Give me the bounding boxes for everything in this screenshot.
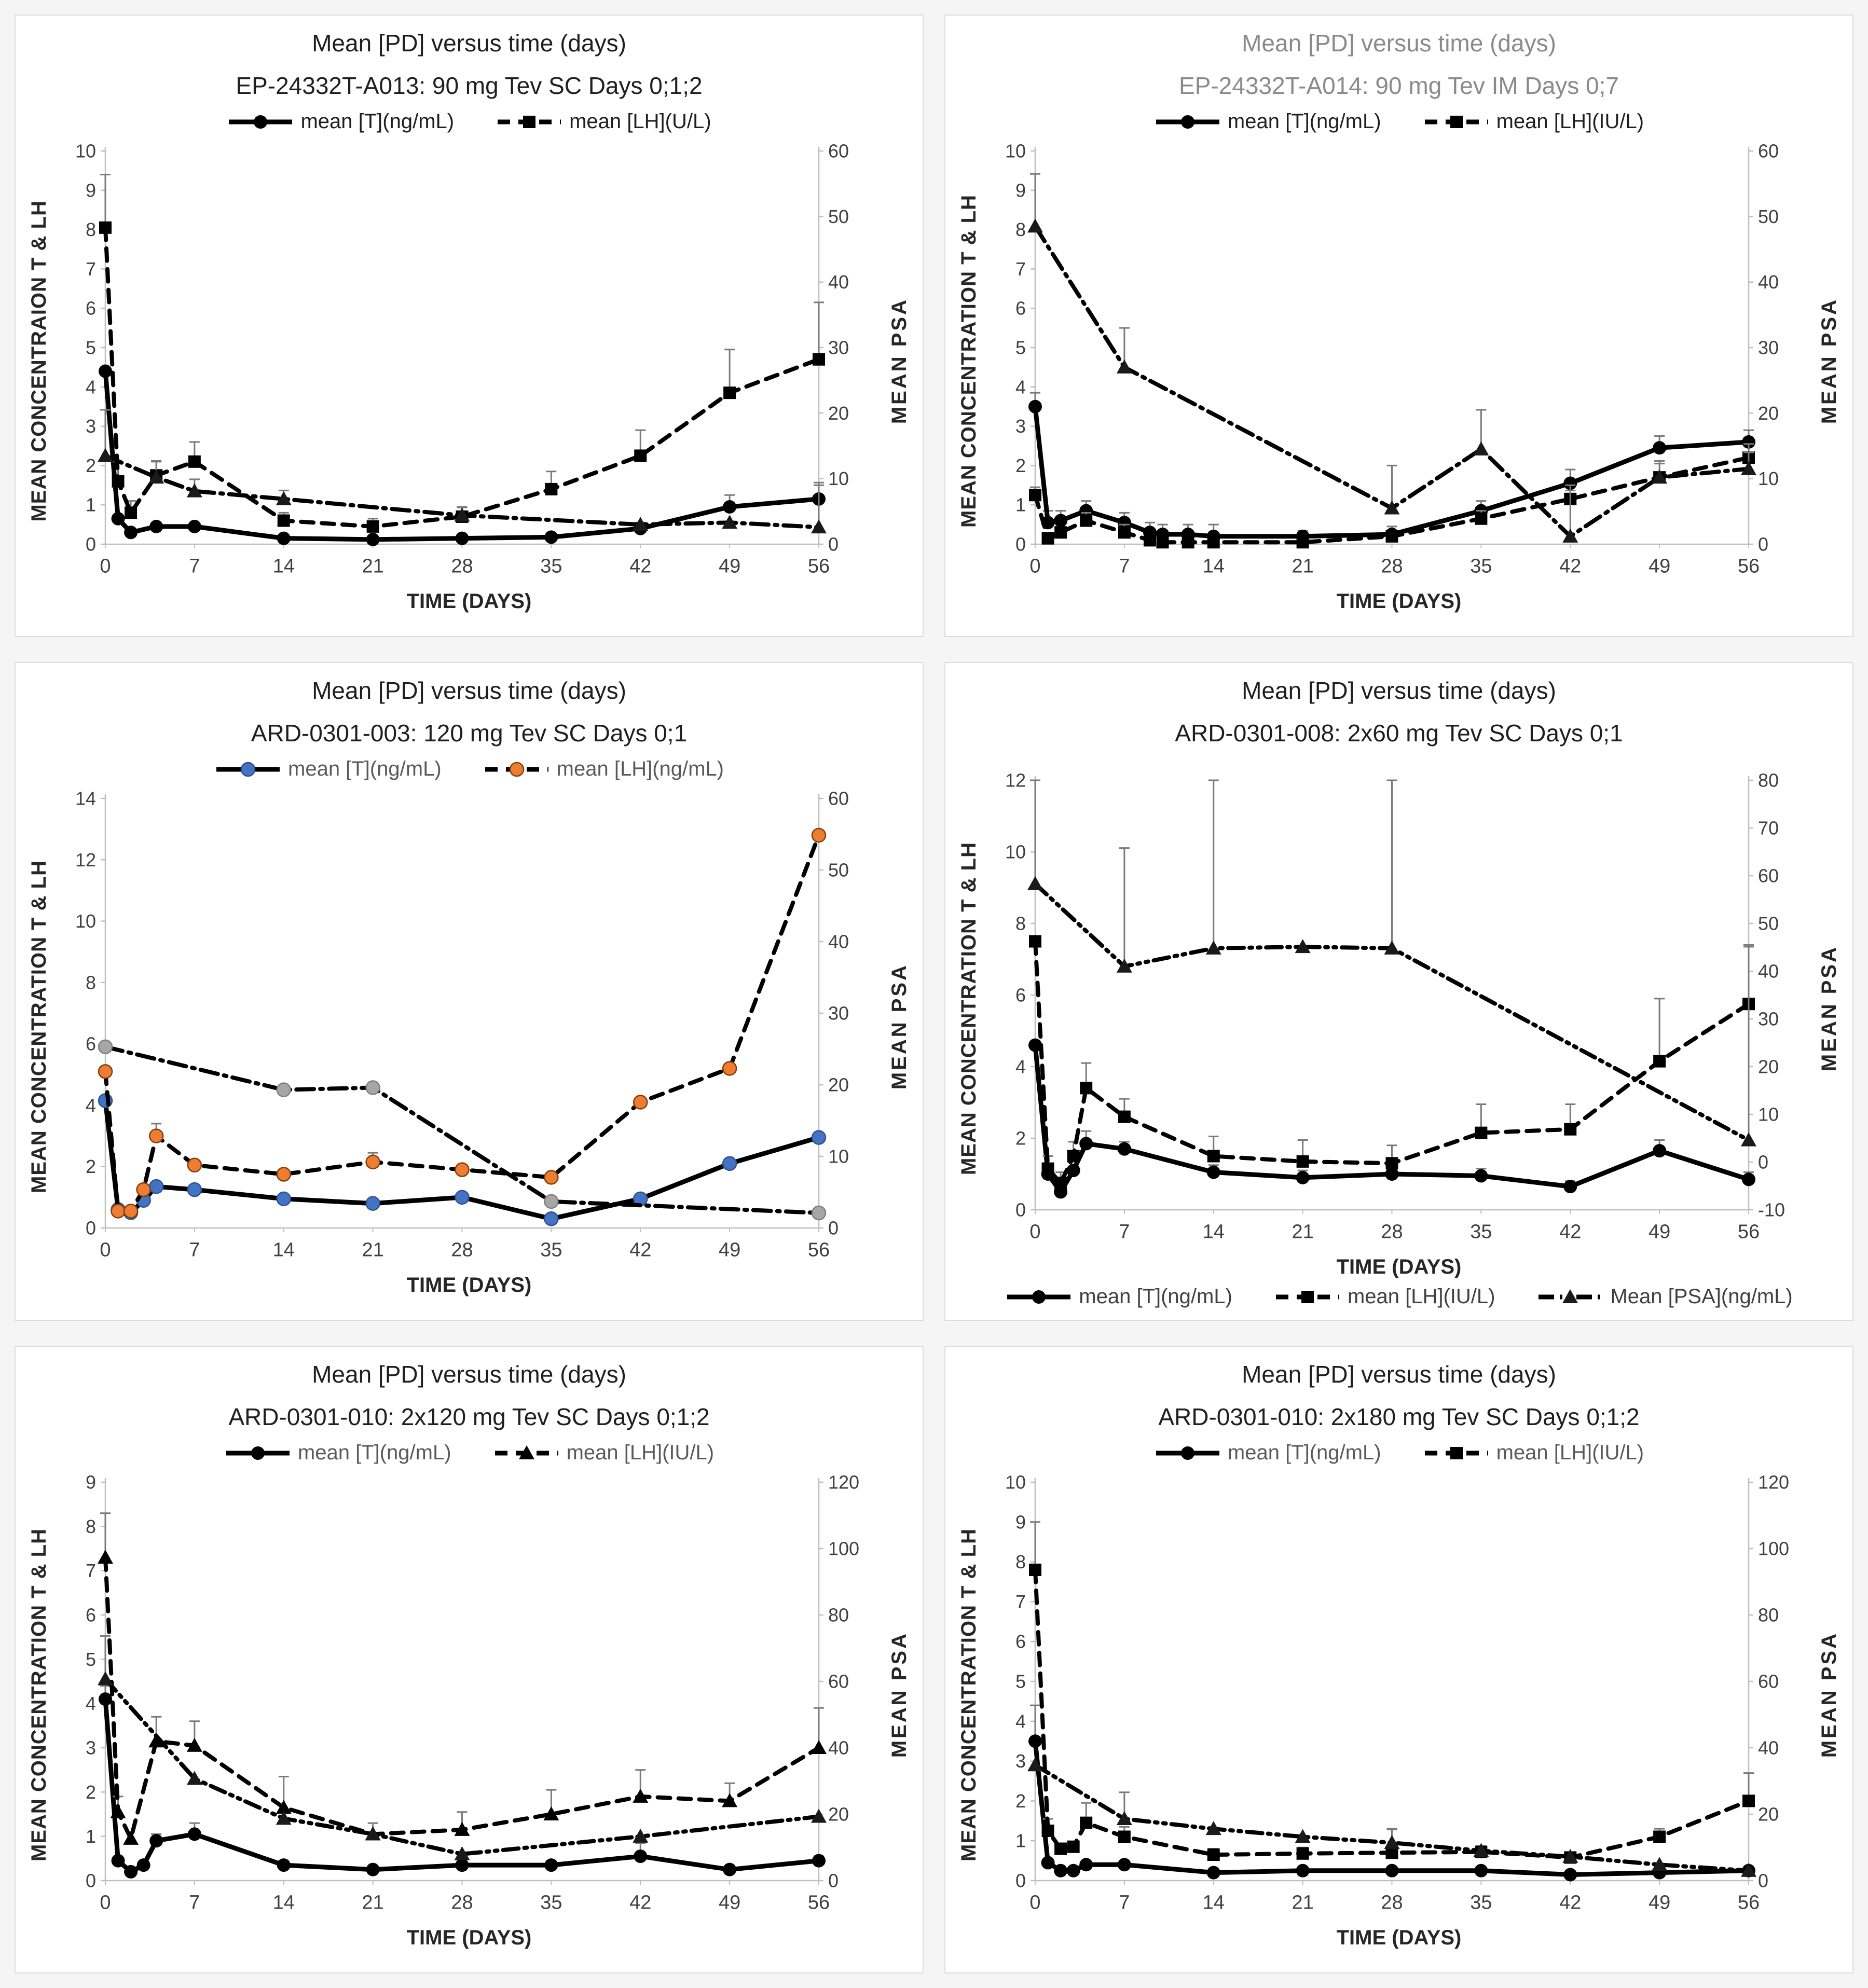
svg-text:8: 8 [85,219,96,241]
svg-text:10: 10 [828,1145,849,1167]
svg-text:10: 10 [75,140,96,162]
legend-label: mean [LH](IU/L) [1496,110,1644,133]
svg-text:40: 40 [828,931,849,952]
chart-subtitle: ARD-0301-003: 120 mg Tev SC Days 0;1 [251,720,688,747]
svg-text:0: 0 [85,1870,96,1892]
chart-title: Mean [PD] versus time (days) [1242,30,1556,57]
chart-canvas [986,763,1812,1254]
legend-item [1423,110,1644,133]
svg-text:3: 3 [1015,416,1026,437]
chart-title: Mean [PD] versus time (days) [1242,1361,1556,1388]
svg-text:0: 0 [1758,1151,1769,1173]
chart-title: Mean [PD] versus time (days) [312,30,626,57]
svg-text:80: 80 [1758,1604,1779,1626]
svg-text:35: 35 [1470,555,1492,577]
svg-text:120: 120 [1758,1471,1790,1493]
chart-body [952,763,1846,1254]
legend-label: mean [T](ng/mL) [300,110,455,133]
svg-text:4: 4 [1015,1056,1026,1078]
svg-text:10: 10 [828,468,849,490]
svg-text:8: 8 [85,972,96,993]
svg-text:20: 20 [1758,1056,1779,1078]
svg-text:21: 21 [362,1239,384,1261]
legend-label: mean [LH](U/L) [569,110,711,133]
svg-text:100: 100 [1758,1538,1790,1559]
legend-item [224,1441,451,1465]
svg-text:7: 7 [1119,1221,1130,1243]
chart-panel-1 [15,15,924,637]
svg-text:56: 56 [807,1892,830,1914]
svg-text:0: 0 [1029,1892,1041,1914]
svg-text:21: 21 [1292,555,1314,577]
svg-text:20: 20 [1758,1803,1779,1825]
svg-text:100: 100 [828,1538,860,1559]
x-axis-title: TIME (DAYS) [406,1926,532,1949]
svg-text:80: 80 [1758,769,1779,791]
svg-text:12: 12 [1005,769,1026,791]
chart-body [952,1465,1846,1925]
svg-text:0: 0 [1029,555,1041,577]
chart-title: Mean [PD] versus time (days) [1242,677,1556,704]
chart-subtitle: EP-24332T-A013: 90 mg Tev SC Days 0;1;2 [236,72,703,99]
svg-text:20: 20 [828,402,849,424]
svg-text:6: 6 [85,1033,96,1055]
svg-text:21: 21 [1292,1221,1314,1243]
svg-text:6: 6 [85,1604,96,1626]
chart-canvas [986,133,1812,589]
svg-text:6: 6 [1015,1631,1026,1652]
svg-text:14: 14 [272,1239,295,1261]
svg-text:5: 5 [85,337,96,358]
svg-text:10: 10 [1758,1103,1779,1125]
svg-text:8: 8 [85,1515,96,1537]
svg-text:80: 80 [828,1604,849,1626]
svg-text:4: 4 [85,1693,96,1715]
svg-text:8: 8 [1015,1551,1026,1573]
svg-text:7: 7 [1119,555,1130,577]
legend-label: mean [LH](IU/L) [566,1441,715,1464]
chart-canvas [986,1465,1812,1925]
left-axis-title: MEAN CONCENTRATION T & LH [27,860,50,1193]
chart-subtitle: ARD-0301-008: 2x60 mg Tev SC Days 0;1 [1175,720,1623,747]
chart-panel-3 [15,662,924,1321]
chart-panel-6 [944,1346,1853,1973]
svg-text:49: 49 [718,1892,741,1914]
svg-text:40: 40 [1758,271,1779,293]
svg-text:42: 42 [629,1892,652,1914]
chart-header [952,24,1846,100]
svg-text:7: 7 [85,1560,96,1582]
svg-text:21: 21 [362,555,384,577]
svg-text:7: 7 [1015,1591,1026,1612]
chart-svg [986,1465,1812,1925]
chart-legend-bottom [22,619,916,625]
svg-text:-10: -10 [1758,1199,1785,1221]
svg-text:14: 14 [272,1892,295,1914]
legend-item [1274,1285,1495,1308]
svg-text:49: 49 [718,1239,741,1261]
svg-text:21: 21 [1292,1892,1314,1914]
svg-text:35: 35 [540,1892,562,1914]
chart-legend [952,110,1846,133]
chart-legend [22,110,916,133]
svg-text:0: 0 [1029,1221,1041,1243]
svg-text:2: 2 [1015,454,1026,476]
svg-text:3: 3 [85,1737,96,1759]
chart-panel-2 [944,15,1853,637]
chart-header [22,671,916,747]
legend-label: mean [LH](IU/L) [1347,1285,1495,1308]
svg-text:1: 1 [85,494,96,516]
legend-label: mean [T](ng/mL) [288,757,442,780]
svg-text:0: 0 [828,533,839,555]
chart-svg [56,133,882,589]
right-axis-title: MEAN PSA [887,298,911,424]
legend-label: Mean [PSA](ng/mL) [1610,1285,1793,1308]
chart-header [22,1355,916,1431]
legend-label: mean [T](ng/mL) [1227,110,1381,133]
svg-text:7: 7 [85,258,96,280]
legend-item [1154,110,1381,133]
svg-text:30: 30 [1758,337,1779,358]
svg-text:0: 0 [85,1217,96,1239]
svg-text:42: 42 [1559,555,1582,577]
svg-text:0: 0 [1758,1870,1769,1892]
svg-text:49: 49 [1648,1892,1671,1914]
svg-text:56: 56 [1737,1221,1760,1243]
svg-text:60: 60 [828,1671,849,1692]
legend-item [1536,1285,1792,1308]
svg-text:7: 7 [189,555,200,577]
svg-text:4: 4 [1015,1710,1026,1732]
svg-text:28: 28 [451,555,473,577]
svg-text:0: 0 [1015,533,1026,555]
svg-text:50: 50 [828,205,849,227]
chart-subtitle: ARD-0301-010: 2x120 mg Tev SC Days 0;1;2 [228,1403,710,1430]
svg-text:60: 60 [1758,1671,1779,1692]
chart-legend-bottom [22,1303,916,1308]
svg-text:2: 2 [1015,1790,1026,1812]
chart-header [22,24,916,100]
legend-item [214,757,442,781]
svg-text:0: 0 [1758,533,1769,555]
chart-svg [986,133,1812,589]
legend-item [1154,1441,1381,1465]
chart-svg [56,781,882,1273]
x-axis-title: TIME (DAYS) [406,590,532,613]
svg-text:49: 49 [718,555,741,577]
svg-text:0: 0 [100,1892,111,1914]
chart-legend [952,757,1846,763]
svg-text:0: 0 [100,555,111,577]
svg-text:28: 28 [1381,1221,1403,1243]
legend-item [496,110,711,133]
svg-text:35: 35 [1470,1892,1492,1914]
svg-text:60: 60 [828,788,849,809]
svg-text:56: 56 [807,1239,830,1261]
svg-text:8: 8 [1015,219,1026,241]
left-axis-title: MEAN CONCENTRAION T & LH [27,200,50,522]
svg-text:0: 0 [828,1870,839,1892]
svg-text:42: 42 [1559,1892,1582,1914]
chart-title: Mean [PD] versus time (days) [312,1361,626,1388]
svg-text:28: 28 [451,1239,473,1261]
svg-text:20: 20 [1758,402,1779,424]
chart-subtitle: ARD-0301-010: 2x180 mg Tev SC Days 0;1;2 [1158,1403,1640,1430]
svg-text:0: 0 [828,1217,839,1239]
legend-item [1423,1441,1644,1465]
svg-text:5: 5 [85,1648,96,1670]
svg-text:2: 2 [85,1156,96,1178]
chart-legend [22,757,916,781]
svg-text:30: 30 [1758,1008,1779,1030]
svg-text:14: 14 [272,555,295,577]
chart-legend-bottom [952,619,1846,625]
svg-text:10: 10 [1005,1471,1026,1493]
svg-text:40: 40 [1758,960,1779,982]
svg-text:10: 10 [75,910,96,932]
svg-text:56: 56 [807,555,830,577]
svg-text:9: 9 [1015,1511,1026,1533]
legend-item [483,757,724,781]
right-axis-title: MEAN PSA [1817,945,1840,1072]
svg-text:50: 50 [1758,913,1779,934]
legend-item [1005,1285,1232,1308]
svg-text:50: 50 [1758,205,1779,227]
svg-text:35: 35 [540,1239,562,1261]
svg-text:9: 9 [85,180,96,201]
svg-text:120: 120 [828,1471,860,1493]
svg-text:56: 56 [1737,555,1760,577]
chart-legend-bottom [22,1956,916,1961]
legend-label: mean [T](ng/mL) [1227,1441,1381,1464]
right-axis-title: MEAN PSA [1817,298,1840,424]
svg-text:1: 1 [85,1826,96,1847]
svg-text:12: 12 [75,849,96,871]
left-axis-title: MEAN CONCENTRATION T & LH [27,1528,50,1861]
svg-text:10: 10 [1005,841,1026,863]
right-axis-title: MEAN PSA [887,1632,911,1758]
svg-text:5: 5 [1015,337,1026,358]
svg-text:30: 30 [828,337,849,358]
svg-text:20: 20 [828,1074,849,1096]
svg-text:9: 9 [1015,180,1026,201]
svg-text:14: 14 [1202,1221,1225,1243]
legend-item [493,1441,715,1465]
svg-text:3: 3 [1015,1750,1026,1772]
legend-label: mean [T](ng/mL) [1079,1285,1232,1308]
svg-text:2: 2 [85,1781,96,1803]
svg-text:6: 6 [85,297,96,319]
chart-subtitle: EP-24332T-A014: 90 mg Tev IM Days 0;7 [1178,72,1619,99]
chart-legend-bottom [952,1956,1846,1961]
legend-label: mean [LH](ng/mL) [556,757,724,780]
svg-text:35: 35 [540,555,562,577]
svg-text:40: 40 [828,1737,849,1759]
svg-text:9: 9 [85,1471,96,1493]
svg-text:7: 7 [1119,1892,1130,1914]
svg-text:0: 0 [1015,1870,1026,1892]
chart-header [952,1355,1846,1431]
svg-text:14: 14 [1202,1892,1225,1914]
chart-svg [56,1465,882,1925]
svg-text:14: 14 [1202,555,1225,577]
svg-text:5: 5 [1015,1671,1026,1692]
svg-text:20: 20 [828,1803,849,1825]
legend-label: mean [T](ng/mL) [297,1441,451,1464]
svg-text:28: 28 [1381,1892,1403,1914]
chart-legend-bottom [952,1285,1846,1308]
chart-svg [986,763,1812,1254]
left-axis-title: MEAN CONCENTRATION T & LH [957,1528,980,1861]
svg-text:60: 60 [1758,865,1779,887]
x-axis-title: TIME (DAYS) [1336,1926,1462,1949]
left-axis-title: MEAN CONCENTRATION T & LH [957,195,980,528]
svg-text:7: 7 [189,1239,200,1261]
x-axis-title: TIME (DAYS) [406,1274,532,1296]
svg-text:7: 7 [1015,258,1026,280]
svg-text:42: 42 [1559,1221,1582,1243]
x-axis-title: TIME (DAYS) [1336,590,1462,613]
chart-canvas [56,133,882,589]
svg-text:0: 0 [1015,1199,1026,1221]
svg-text:42: 42 [629,555,652,577]
right-axis-title: MEAN PSA [1817,1632,1840,1758]
chart-body [22,133,916,589]
svg-text:6: 6 [1015,297,1026,319]
chart-title: Mean [PD] versus time (days) [312,677,626,704]
chart-canvas [56,1465,882,1925]
svg-text:1: 1 [1015,494,1026,516]
chart-legend [952,1441,1846,1465]
svg-text:42: 42 [629,1239,652,1261]
right-axis-title: MEAN PSA [887,963,911,1090]
svg-text:4: 4 [85,376,96,398]
svg-text:28: 28 [451,1892,473,1914]
svg-text:4: 4 [85,1094,96,1116]
legend-item [227,110,454,133]
chart-body [22,1465,916,1925]
svg-text:49: 49 [1648,1221,1671,1243]
svg-text:40: 40 [1758,1737,1779,1759]
svg-text:6: 6 [1015,984,1026,1006]
svg-text:10: 10 [1758,468,1779,490]
chart-body [952,133,1846,589]
svg-text:56: 56 [1737,1892,1760,1914]
svg-text:14: 14 [75,788,96,809]
svg-text:2: 2 [85,454,96,476]
chart-header [952,671,1846,747]
svg-text:4: 4 [1015,376,1026,398]
svg-text:7: 7 [189,1892,200,1914]
svg-text:28: 28 [1381,555,1403,577]
svg-text:60: 60 [828,140,849,162]
svg-text:0: 0 [100,1239,111,1261]
svg-text:50: 50 [828,859,849,881]
svg-text:30: 30 [828,1002,849,1024]
chart-legend [22,1441,916,1465]
svg-text:35: 35 [1470,1221,1492,1243]
svg-text:60: 60 [1758,140,1779,162]
svg-text:8: 8 [1015,913,1026,934]
svg-text:70: 70 [1758,817,1779,839]
svg-text:3: 3 [85,416,96,437]
chart-panel-5 [15,1346,924,1973]
svg-text:40: 40 [828,271,849,293]
svg-text:2: 2 [1015,1127,1026,1149]
legend-label: mean [LH](IU/L) [1496,1441,1644,1464]
x-axis-title: TIME (DAYS) [1336,1255,1462,1278]
svg-text:49: 49 [1648,555,1671,577]
svg-text:10: 10 [1005,140,1026,162]
svg-text:0: 0 [85,533,96,555]
svg-text:1: 1 [1015,1830,1026,1852]
chart-panel-4 [944,662,1853,1321]
chart-body [22,781,916,1273]
left-axis-title: MEAN CONCENTRATION T & LH [957,842,980,1175]
svg-text:21: 21 [362,1892,384,1914]
chart-canvas [56,781,882,1273]
